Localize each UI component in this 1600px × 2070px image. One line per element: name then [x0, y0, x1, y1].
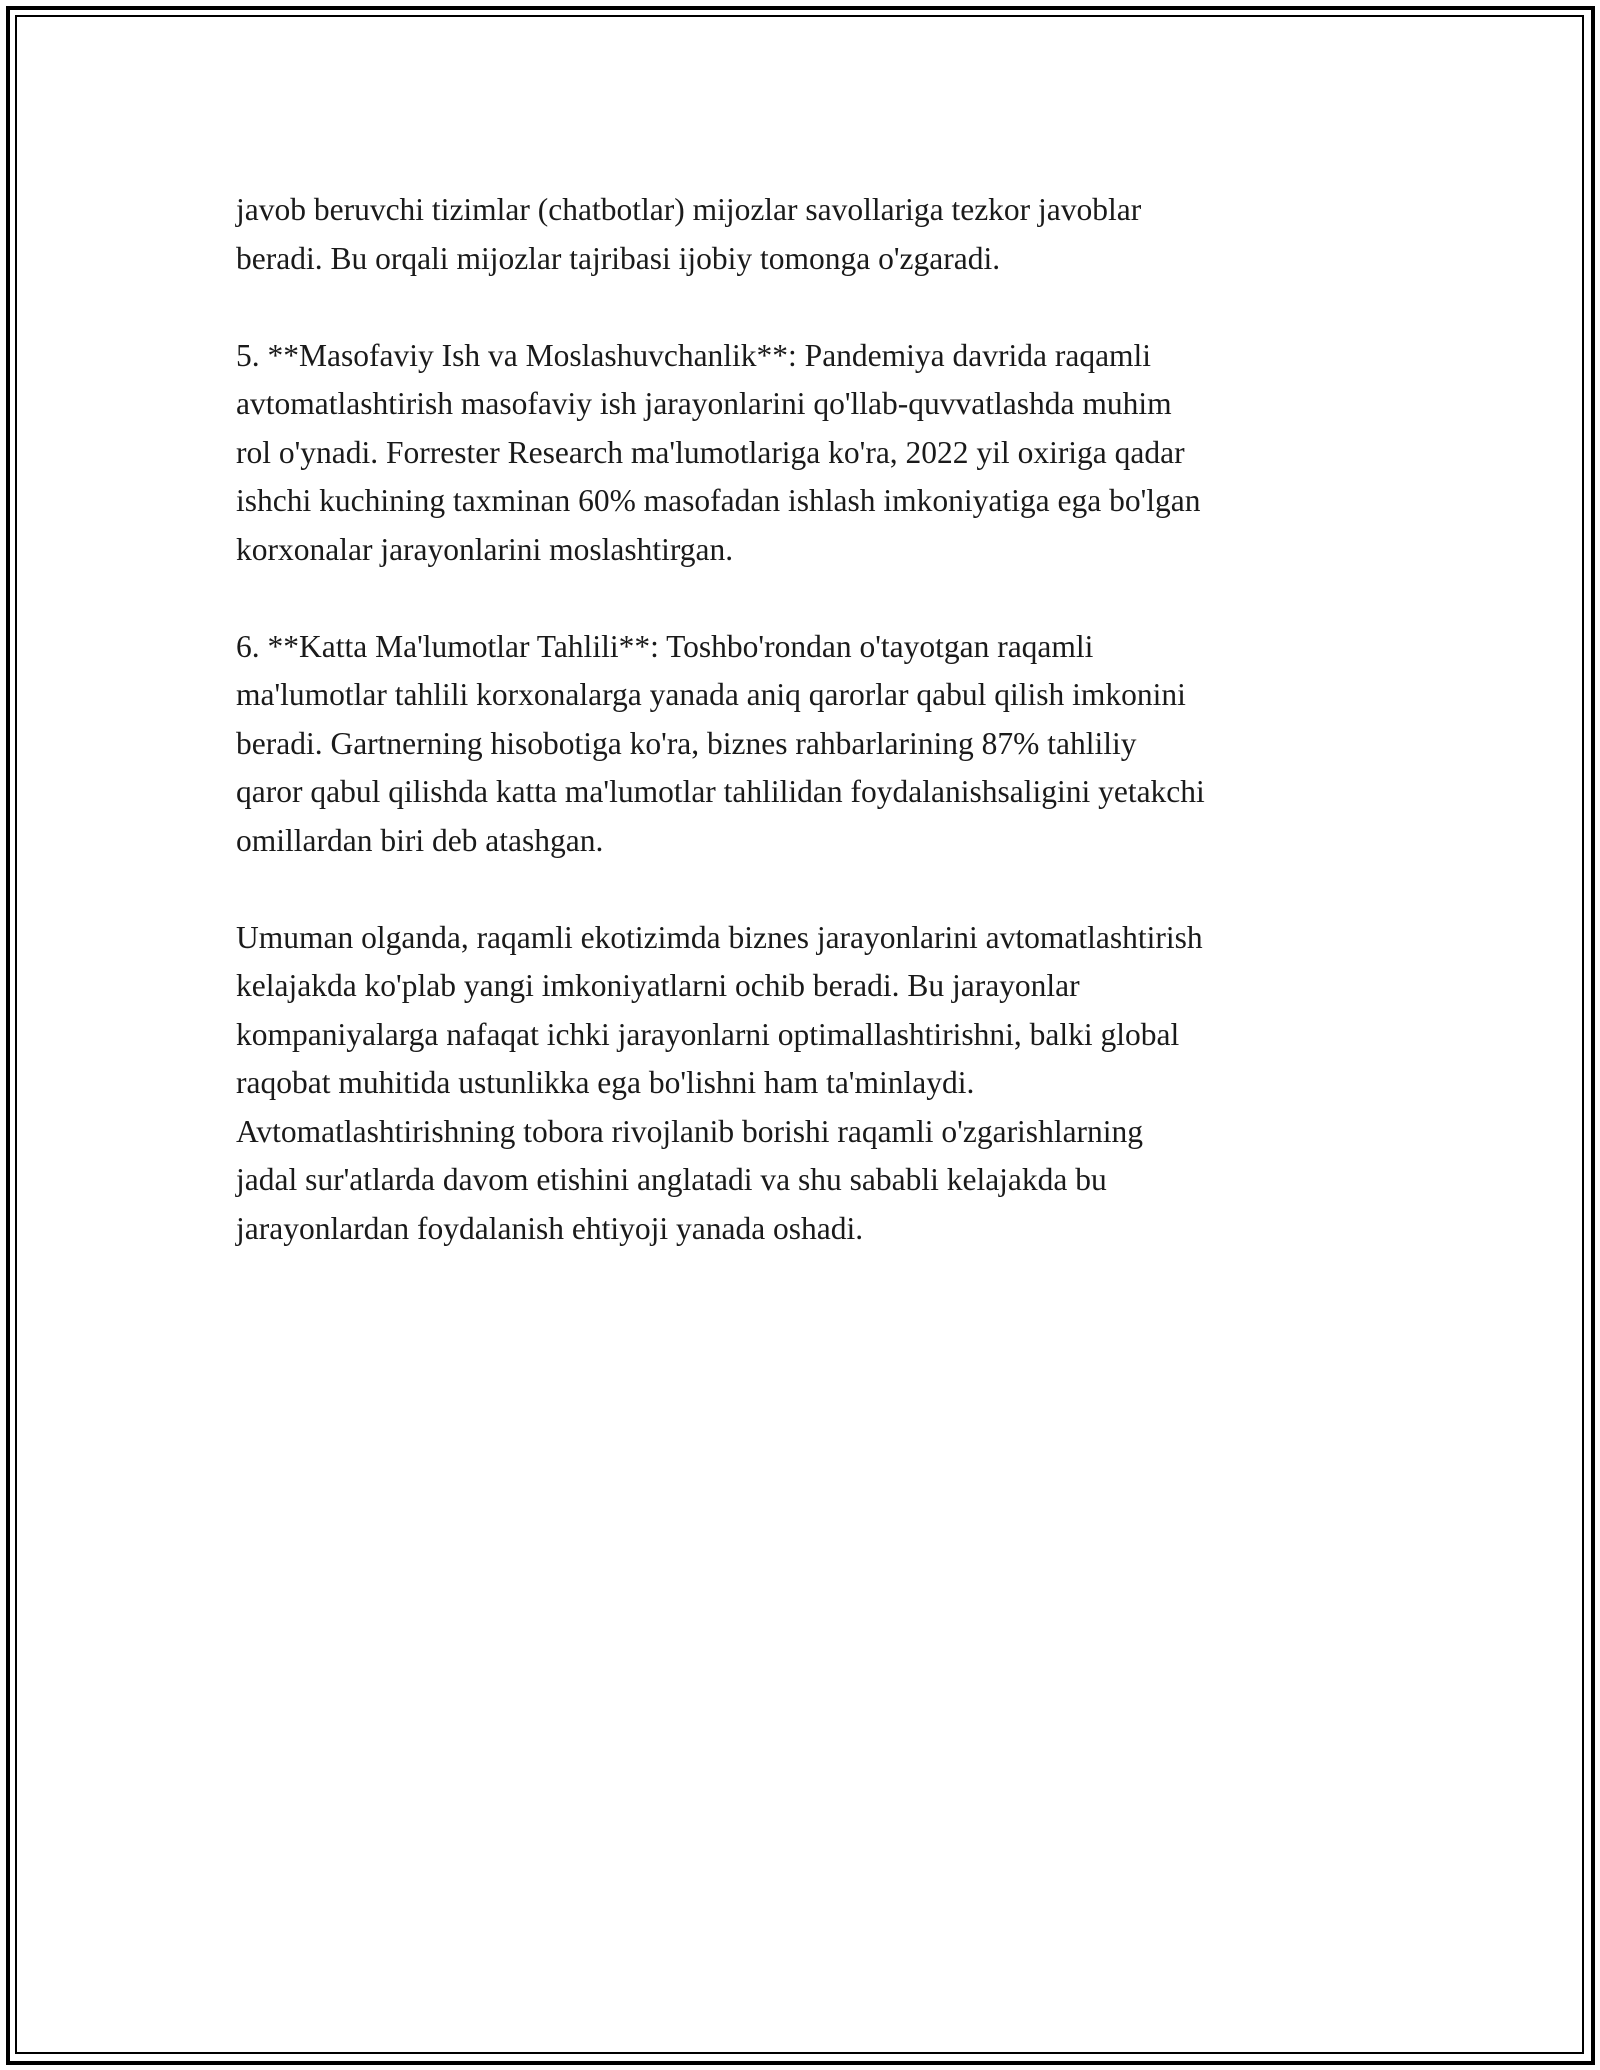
paragraph-big-data-analysis: 6. **Katta Ma'lumotlar Tahlili**: Toshbo'rondan o'tayotgan raqamli ma'lumotlar tahlili korxonalarga yanada aniq qarorlar qabul qilish imkonini beradi. Gartnerning hisobotiga ko'ra, biznes rahbarlarining 87% tahliliy qaror qabul qilishda katta ma'lumotlar tahlilidan foydalanishsaligini yetakchi omillardan biri deb atashgan.	[236, 628, 1205, 858]
document-body	[236, 186, 1376, 1253]
paragraph-remote-work: 5. **Masofaviy Ish va Moslashuvchanlik**: Pandemiya davrida raqamli avtomatlashtirish masofaviy ish jarayonlarini qo'llab-quvvatlashda muhim rol o'ynadi. Forrester Research ma'lumotlariga ko'ra, 2022 yil oxiriga qadar ishchi kuchining taxminan 60% masofadan ishlash imkoniyatiga ega bo'lgan korxonalar jarayonlarini moslashtirgan.	[236, 337, 1201, 567]
paragraph-chatbots-continuation: javob beruvchi tizimlar (chatbotlar) mijozlar savollariga tezkor javoblar beradi. Bu orqali mijozlar tajribasi ijobiy tomonga o'zgaradi.	[236, 192, 1142, 276]
paragraph-conclusion: Umuman olganda, raqamli ekotizimda biznes jarayonlarini avtomatlashtirish kelajakda ko'plab yangi imkoniyatlarni ochib beradi. Bu jarayonlar kompaniyalarga nafaqat ichki jarayonlarni optimallashtirishni, balki global raqobat muhitida ustunlikka ega bo'lishni ham ta'minlaydi. Avtomatlashtirishning tobora rivojlanib borishi raqamli o'zgarishlarning jadal sur'atlarda davom etishini anglatadi va shu sababli kelajakda bu jarayonlardan foydalanish ehtiyoji yanada oshadi.	[236, 919, 1203, 1246]
